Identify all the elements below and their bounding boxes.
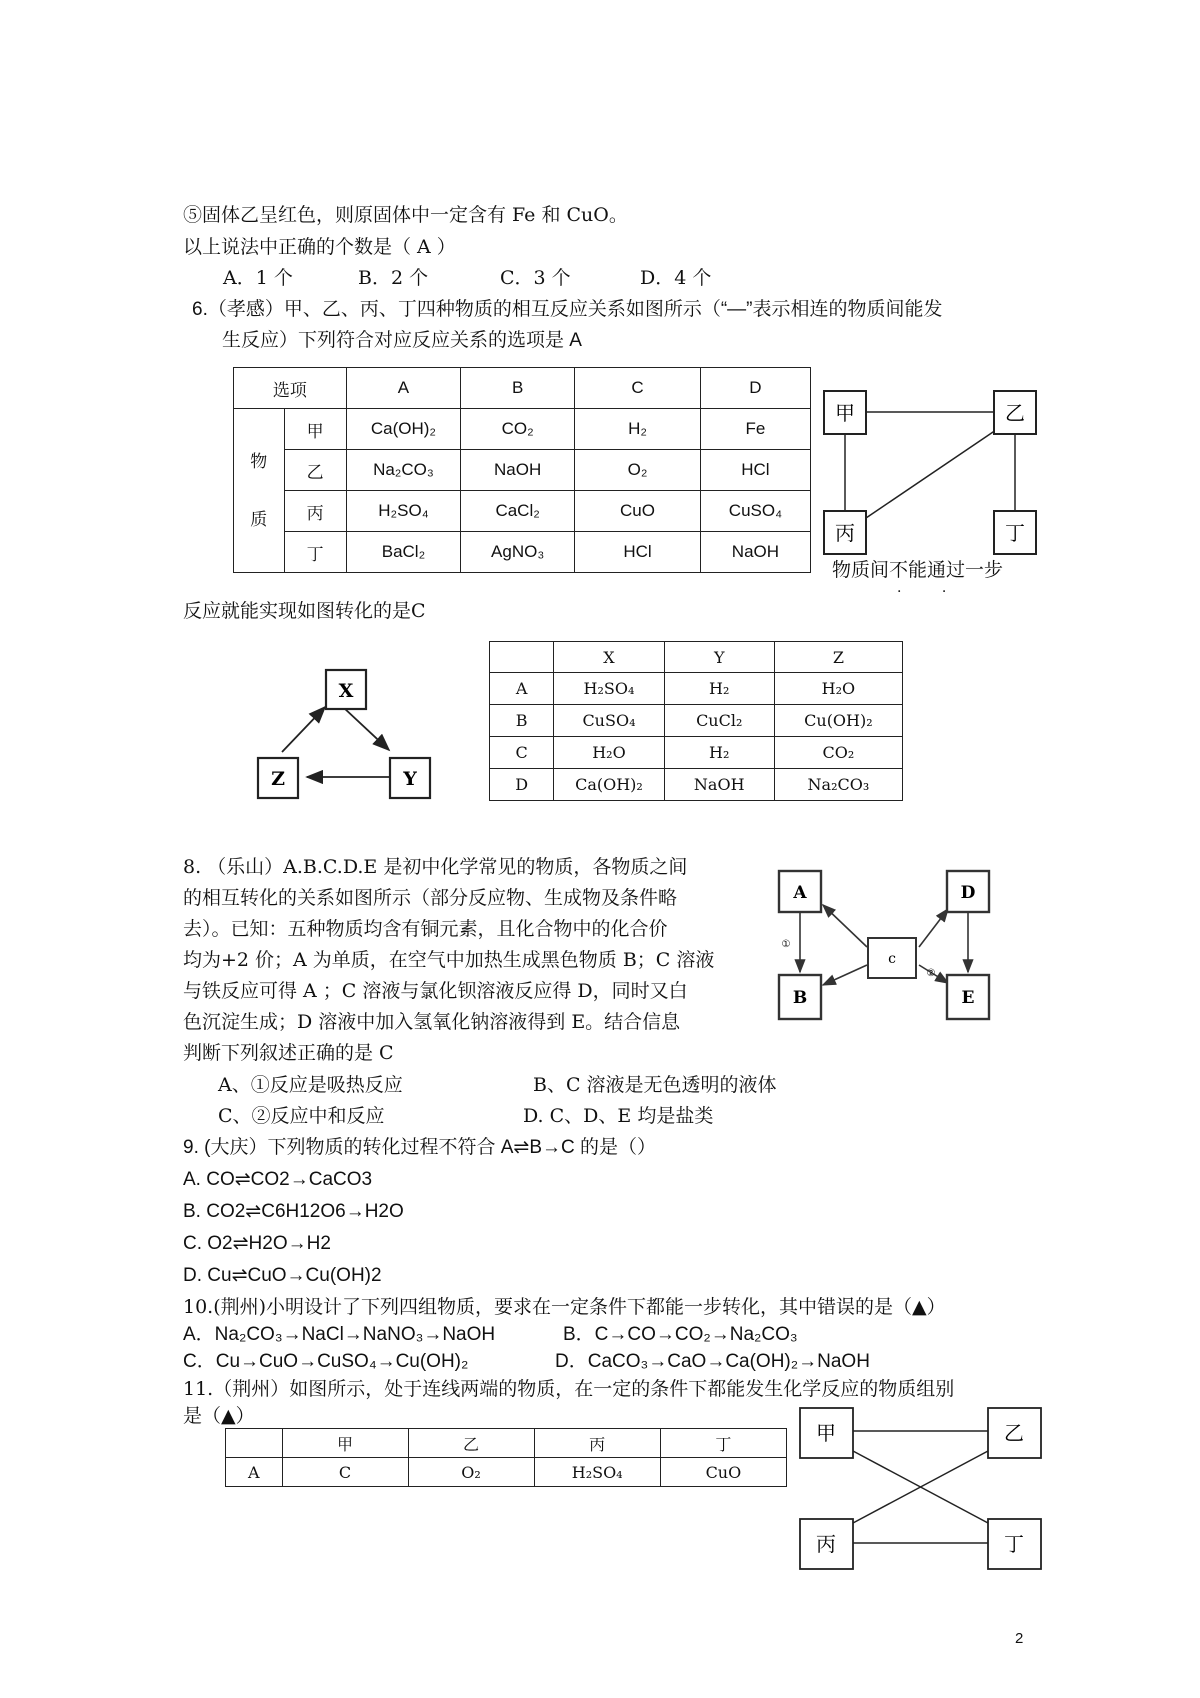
q8-line5: 与铁反应可得 A ；C 溶液与氯化钡溶液反应得 D，同时又白 [183,980,688,1002]
q9-title: 9. (大庆）下列物质的转化过程不符合 A⇌B→C 的是（） [183,1137,656,1158]
q7-cell: CuSO₄ [554,705,664,737]
q7-cell: A [490,673,554,705]
q8-line4: 均为+2 价；A 为单质，在空气中加热生成黑色物质 B；C 溶液 [183,949,715,971]
q8-line1: 8. （乐山）A.B.C.D.E 是初中化学常见的物质，各物质之间 [183,856,688,878]
q9-option-a: A. CO⇌CO2→CaCO3 [183,1169,373,1190]
q6-row-name: 丁 [284,532,346,573]
label-bing: 丙 [816,1532,836,1556]
q6-relation-diagram [820,385,1040,560]
q7-stem-tail: 物质间不能通过一步 [832,559,1004,581]
q8-option-d: D. C、D、E 均是盐类 [523,1105,714,1127]
q6-cell: NaOH [700,532,810,573]
q7-cell: B [490,705,554,737]
q6-header-d: D [700,368,810,409]
label-e: E [961,988,975,1008]
q7-header: Y [664,642,774,673]
q6-row-name: 丙 [284,491,346,532]
q11-header: 乙 [408,1429,534,1458]
label-yi: 乙 [1004,1421,1024,1445]
q6-cell: O₂ [575,450,701,491]
q7-header [490,642,554,673]
mark-2: ② [926,968,936,979]
label-jia: 甲 [816,1421,836,1445]
q6-cell: Na₂CO₃ [346,450,460,491]
q7-cell: H₂ [664,673,774,705]
label-x: X [338,680,354,702]
q7-cell: H₂SO₄ [554,673,664,705]
q6-cell: HCl [575,532,701,573]
q7-cell: C [490,737,554,769]
label-b: B [792,988,808,1008]
q11-cell: C [282,1458,408,1487]
q6-cell: Fe [700,409,810,450]
q6-cell: CuSO₄ [700,491,810,532]
q7-cell: CO₂ [774,737,902,769]
statement-5: ⑤固体乙呈红色，则原固体中一定含有 Fe 和 CuO。 [183,204,628,226]
q7-cell: H₂O [774,673,902,705]
q7-stem-line2: 反应就能实现如图转化的是C [183,600,426,622]
q6-header-c: C [575,368,701,409]
q10-title: 10.(荆州)小明设计了下列四组物质，要求在一定条件下都能一步转化，其中错误的是（▲） [183,1296,946,1318]
q6-stem-line1: 6.（孝感）甲、乙、丙、丁四种物质的相互反应关系如图所示（“—”表示相连的物质间能发 [192,299,943,320]
q11-line2: 是（▲） [183,1405,255,1427]
option-d: D．4 个 [640,267,712,289]
q10-option-a: A．Na₂CO₃→NaCl→NaNO₃→NaOH [183,1324,496,1345]
side-char-1: 物 [250,451,268,472]
q6-cell: CaCl₂ [461,491,575,532]
q6-cell: BaCl₂ [346,532,460,573]
q6-cell: Ca(OH)₂ [346,409,460,450]
q6-header-b: B [461,368,575,409]
mark-1: ① [781,939,791,950]
label-bing: 丙 [835,521,855,545]
q8-line6: 色沉淀生成；D 溶液中加入氢氧化钠溶液得到 E。结合信息 [183,1011,681,1033]
label-d: D [960,883,976,903]
page-number: 2 [1015,1630,1024,1647]
q6-cell: CO₂ [461,409,575,450]
q8-option-a: A、①反应是吸热反应 [218,1074,403,1096]
q11-cell: CuO [660,1458,786,1487]
q7-cell: NaOH [664,769,774,801]
q9-option-b: B. CO2⇌C6H12O6→H2O [183,1201,404,1222]
q6-cell: HCl [700,450,810,491]
label-yi: 乙 [1005,401,1025,425]
side-char-2: 质 [250,509,268,530]
option-a: A．1 个 [223,267,293,289]
q6-cell: H₂ [575,409,701,450]
q11-header: 甲 [282,1429,408,1458]
q11-header [226,1429,283,1458]
label-ding: 丁 [1004,1532,1024,1556]
label-ding: 丁 [1005,521,1025,545]
q7-header: Z [774,642,902,673]
q8-line2: 的相互转化的关系如图所示（部分反应物、生成物及条件略 [183,887,678,909]
count-question: 以上说法中正确的个数是（ A ） [183,236,456,258]
q8-option-c: C、②反应中和反应 [218,1105,385,1127]
q6-header-option: 选项 [234,368,347,409]
q6-row-name: 甲 [284,409,346,450]
label-z: Z [271,768,285,790]
q11-cell: H₂SO₄ [534,1458,660,1487]
q10-option-d: D．CaCO₃→CaO→Ca(OH)₂→NaOH [555,1351,870,1372]
label-jia: 甲 [835,401,855,425]
q8-copper-diagram [775,865,995,1030]
q10-option-c: C．Cu→CuO→CuSO₄→Cu(OH)₂ [183,1351,469,1372]
q9-option-c: C. O2⇌H2O→H2 [183,1233,331,1254]
q7-cycle-diagram [250,665,450,805]
q7-cell: D [490,769,554,801]
q11-table [225,1428,787,1487]
q11-line1: 11.（荆州）如图所示，处于连线两端的物质，在一定的条件下都能发生化学反应的物质组别 [183,1378,955,1400]
q7-table [489,641,903,801]
label-y: Y [403,768,417,790]
label-a: A [793,883,807,903]
q8-option-b: B、C 溶液是无色透明的液体 [533,1074,777,1096]
q11-relation-diagram [795,1405,1045,1575]
q7-cell: H₂ [664,737,774,769]
q11-cell: A [226,1458,283,1487]
option-c: C．3 个 [500,267,571,289]
q6-cell: NaOH [461,450,575,491]
q6-table [233,367,811,573]
q7-cell: Ca(OH)₂ [554,769,664,801]
q11-header: 丙 [534,1429,660,1458]
q8-line3: 去）。已知：五种物质均含有铜元素，且化合物中的化合价 [183,918,668,940]
option-b: B．2 个 [358,267,429,289]
q7-cell: Cu(OH)₂ [774,705,902,737]
q7-cell: Na₂CO₃ [774,769,902,801]
q6-cell: CuO [575,491,701,532]
q9-option-d: D. Cu⇌CuO→Cu(OH)2 [183,1265,382,1286]
q11-cell: O₂ [408,1458,534,1487]
q7-header: X [554,642,664,673]
q6-stem-line2: 生反应）下列符合对应反应关系的选项是 A [222,330,582,351]
q6-cell: AgNO₃ [461,532,575,573]
q7-cell: H₂O [554,737,664,769]
emphasis-dots: · · [897,584,965,600]
label-c: c [888,951,896,967]
q11-header: 丁 [660,1429,786,1458]
q10-option-b: B．C→CO→CO₂→Na₂CO₃ [563,1324,798,1345]
q7-cell: CuCl₂ [664,705,774,737]
q6-row-name: 乙 [284,450,346,491]
q6-cell: H₂SO₄ [346,491,460,532]
q6-header-a: A [346,368,460,409]
q8-line7: 判断下列叙述正确的是 C [183,1042,394,1064]
q6-side-label [234,409,285,573]
